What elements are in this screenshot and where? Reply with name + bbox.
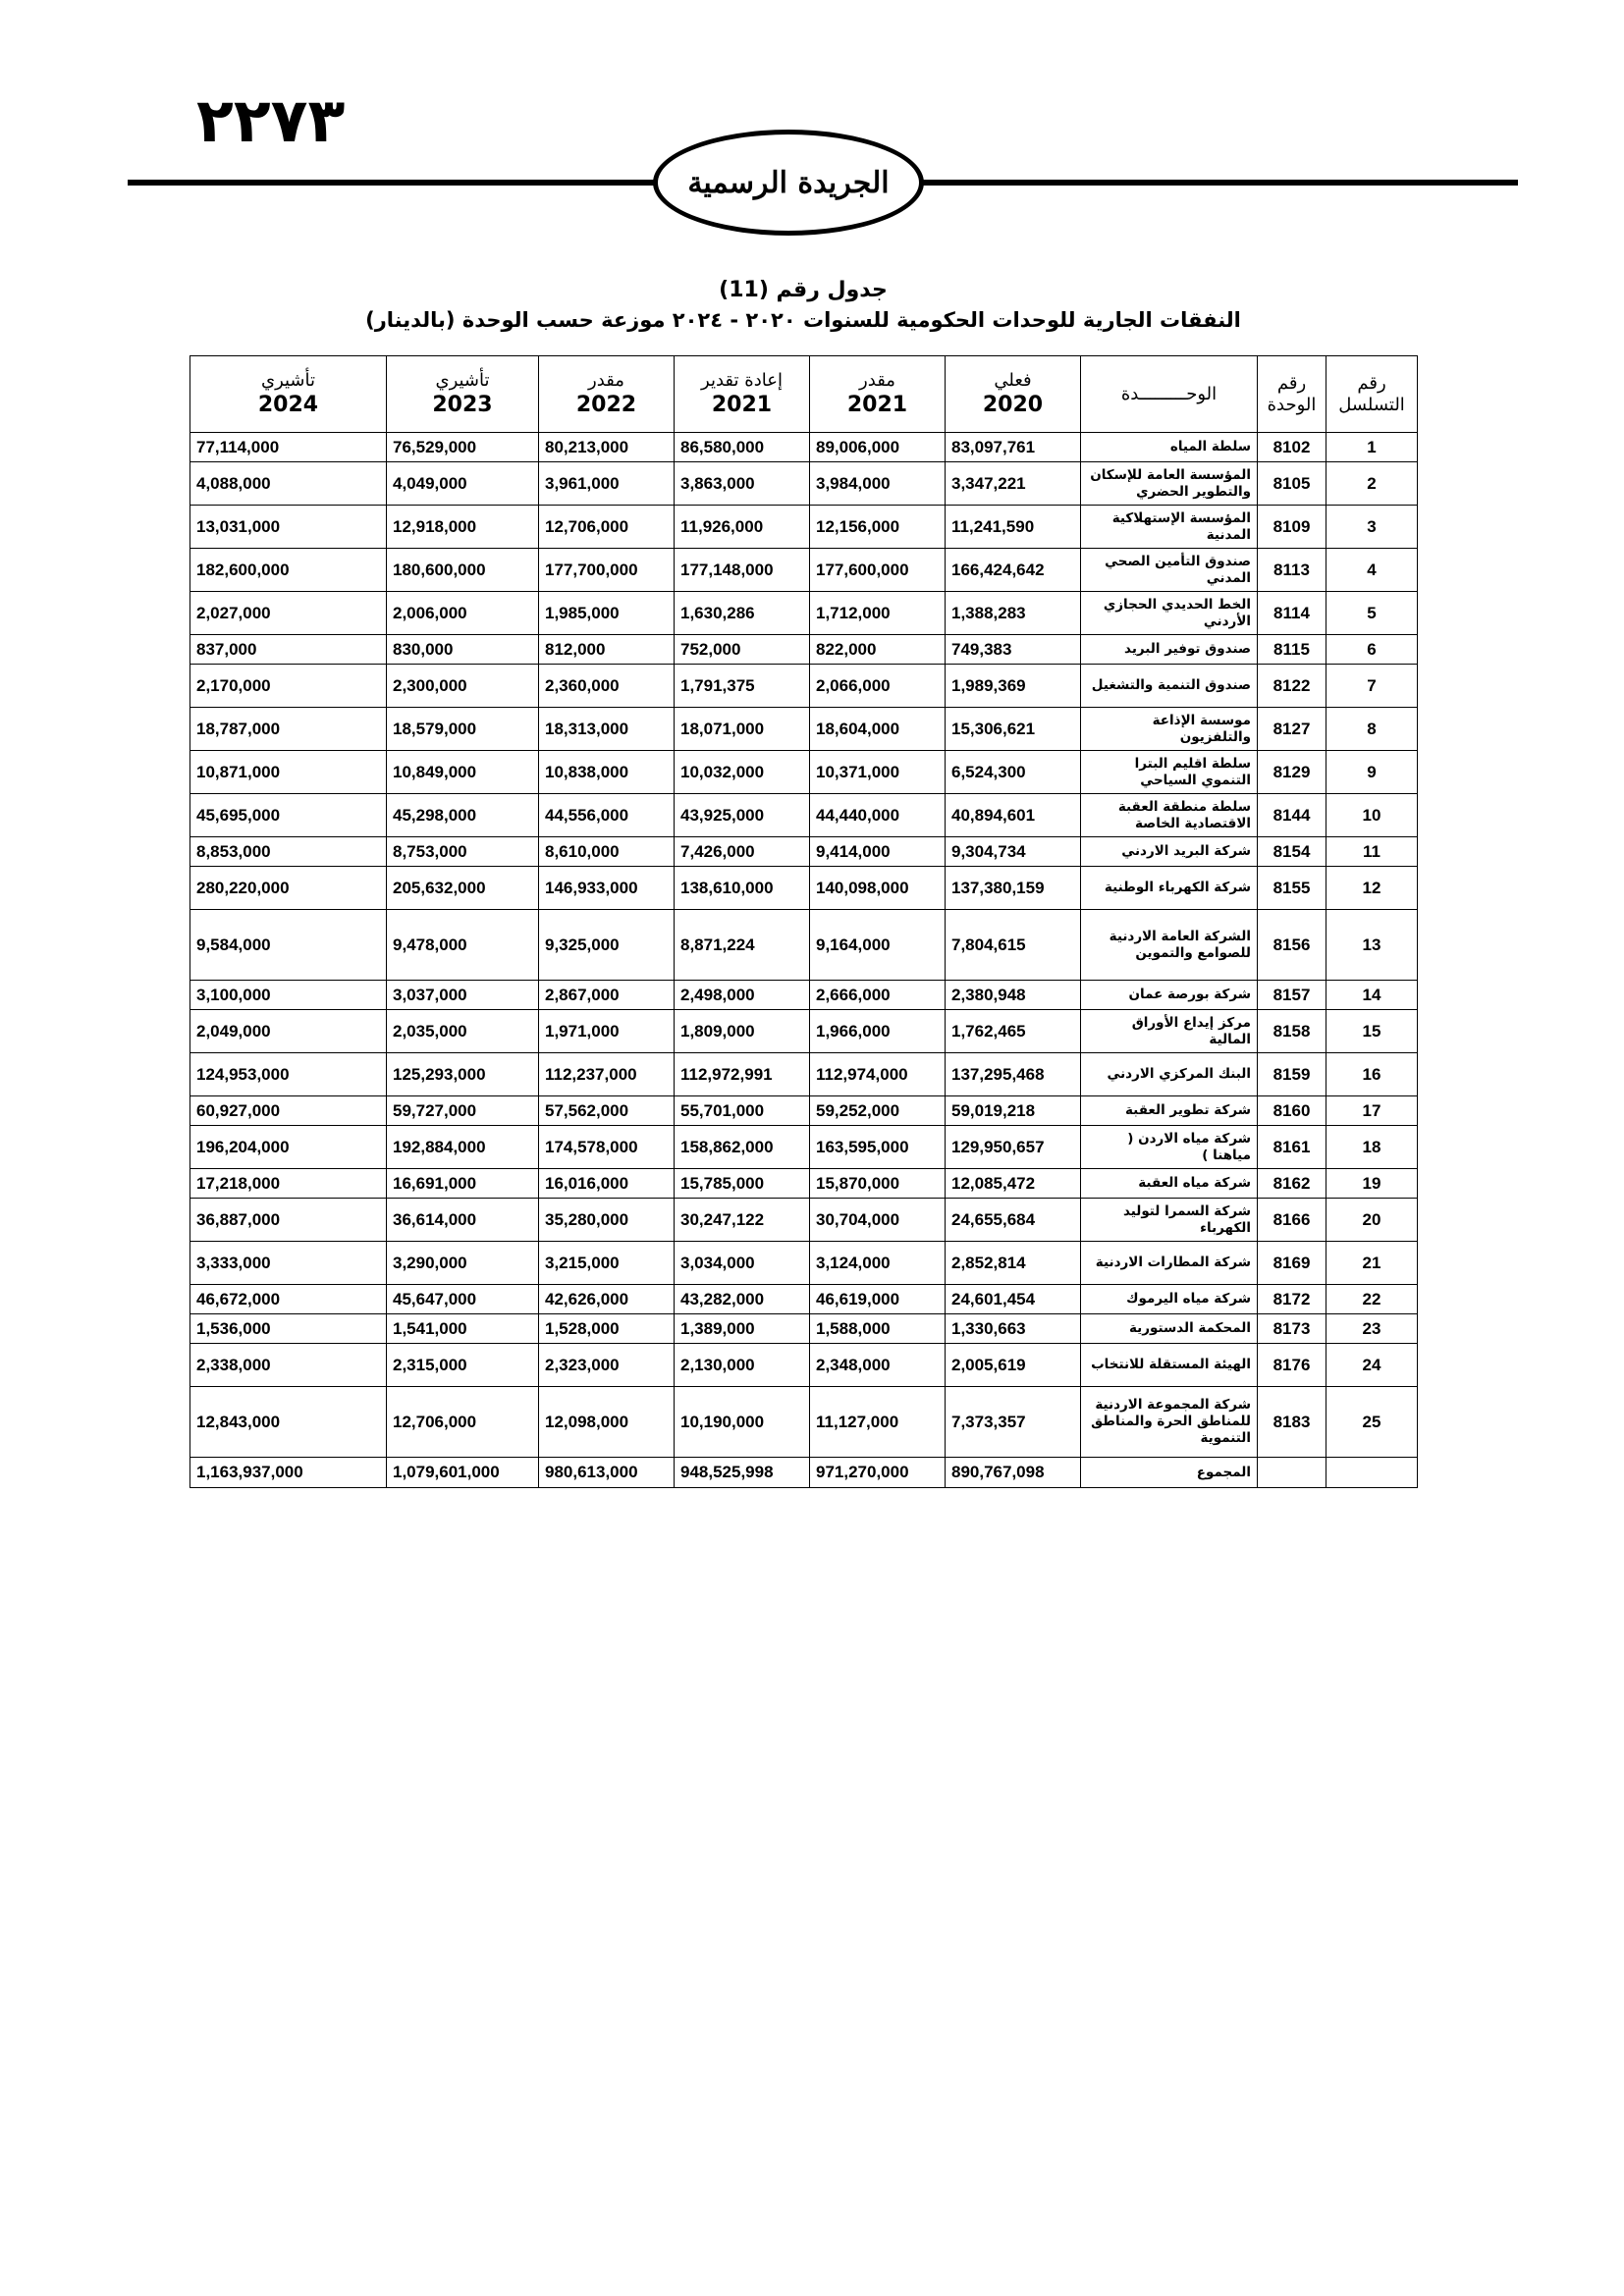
cell-estimated-2022: 2,867,000 [539, 981, 675, 1010]
cell-serial: 19 [1326, 1169, 1418, 1199]
cell-estimated-2022: 8,610,000 [539, 837, 675, 867]
cell-estimated-2022: 12,706,000 [539, 506, 675, 549]
cell-estimated-2021: 9,164,000 [810, 910, 946, 981]
cell-serial: 11 [1326, 837, 1418, 867]
cell-indicative-2024: 2,049,000 [190, 1010, 387, 1053]
total-label: المجموع [1081, 1458, 1258, 1488]
total-unit-no-cell [1258, 1458, 1326, 1488]
cell-unit-no: 8173 [1258, 1314, 1326, 1344]
cell-re-estimated-2021: 2,130,000 [675, 1344, 810, 1387]
cell-actual-2020: 749,383 [946, 635, 1081, 665]
cell-serial: 9 [1326, 751, 1418, 794]
gazette-name: الجريدة الرسمية [687, 165, 890, 200]
cell-unit-no: 8109 [1258, 506, 1326, 549]
total-serial-cell [1326, 1458, 1418, 1488]
cell-re-estimated-2021: 1,630,286 [675, 592, 810, 635]
cell-actual-2020: 2,852,814 [946, 1242, 1081, 1285]
cell-unit-name: صندوق توفير البريد [1081, 635, 1258, 665]
total-2020: 890,767,098 [946, 1458, 1081, 1488]
table-row [190, 837, 1418, 867]
cell-serial: 24 [1326, 1344, 1418, 1387]
cell-unit-name: البنك المركزي الاردني [1081, 1053, 1258, 1096]
cell-unit-no: 8157 [1258, 981, 1326, 1010]
table-row [190, 981, 1418, 1010]
cell-indicative-2023: 830,000 [387, 635, 539, 665]
cell-unit-name: شركة مياه الاردن ( مياهنا ) [1081, 1126, 1258, 1169]
cell-indicative-2023: 12,918,000 [387, 506, 539, 549]
cell-indicative-2023: 16,691,000 [387, 1169, 539, 1199]
cell-actual-2020: 2,380,948 [946, 981, 1081, 1010]
cell-estimated-2021: 3,984,000 [810, 462, 946, 506]
cell-estimated-2021: 11,127,000 [810, 1387, 946, 1458]
cell-actual-2020: 166,424,642 [946, 549, 1081, 592]
cell-actual-2020: 7,804,615 [946, 910, 1081, 981]
cell-indicative-2024: 9,584,000 [190, 910, 387, 981]
cell-indicative-2023: 18,579,000 [387, 708, 539, 751]
cell-serial: 16 [1326, 1053, 1418, 1096]
cell-re-estimated-2021: 177,148,000 [675, 549, 810, 592]
cell-unit-no: 8183 [1258, 1387, 1326, 1458]
cell-re-estimated-2021: 3,863,000 [675, 462, 810, 506]
cell-estimated-2021: 163,595,000 [810, 1126, 946, 1169]
page-number: ٢٢٧٣ [196, 84, 346, 156]
cell-serial: 1 [1326, 433, 1418, 462]
cell-unit-no: 8166 [1258, 1199, 1326, 1242]
cell-unit-name: مركز إيداع الأوراق المالية [1081, 1010, 1258, 1053]
cell-unit-no: 8176 [1258, 1344, 1326, 1387]
cell-actual-2020: 11,241,590 [946, 506, 1081, 549]
cell-estimated-2022: 18,313,000 [539, 708, 675, 751]
cell-re-estimated-2021: 1,389,000 [675, 1314, 810, 1344]
cell-indicative-2024: 13,031,000 [190, 506, 387, 549]
cell-estimated-2022: 35,280,000 [539, 1199, 675, 1242]
cell-indicative-2024: 124,953,000 [190, 1053, 387, 1096]
total-2022: 980,613,000 [539, 1458, 675, 1488]
total-2023: 1,079,601,000 [387, 1458, 539, 1488]
table-row [190, 1053, 1418, 1096]
cell-indicative-2023: 12,706,000 [387, 1387, 539, 1458]
cell-indicative-2024: 182,600,000 [190, 549, 387, 592]
table-row [190, 433, 1418, 462]
cell-re-estimated-2021: 18,071,000 [675, 708, 810, 751]
cell-actual-2020: 9,304,734 [946, 837, 1081, 867]
cell-re-estimated-2021: 7,426,000 [675, 837, 810, 867]
cell-unit-no: 8105 [1258, 462, 1326, 506]
cell-unit-no: 8144 [1258, 794, 1326, 837]
cell-indicative-2023: 4,049,000 [387, 462, 539, 506]
cell-estimated-2022: 1,985,000 [539, 592, 675, 635]
cell-re-estimated-2021: 86,580,000 [675, 433, 810, 462]
cell-estimated-2022: 42,626,000 [539, 1285, 675, 1314]
header-serial: رقم التسلسل [1326, 356, 1418, 433]
cell-indicative-2024: 196,204,000 [190, 1126, 387, 1169]
cell-unit-no: 8172 [1258, 1285, 1326, 1314]
header-indicative-2023: تأشيري 2023 [387, 356, 539, 433]
cell-unit-name: المؤسسة العامة للإسكان والتطوير الحضري [1081, 462, 1258, 506]
cell-estimated-2021: 112,974,000 [810, 1053, 946, 1096]
table-row [190, 751, 1418, 794]
cell-unit-no: 8154 [1258, 837, 1326, 867]
cell-serial: 22 [1326, 1285, 1418, 1314]
table-header-row [190, 356, 1418, 433]
cell-indicative-2023: 180,600,000 [387, 549, 539, 592]
table-row [190, 549, 1418, 592]
cell-unit-name: صندوق التنمية والتشغيل [1081, 665, 1258, 708]
cell-actual-2020: 1,388,283 [946, 592, 1081, 635]
cell-indicative-2024: 17,218,000 [190, 1169, 387, 1199]
cell-serial: 3 [1326, 506, 1418, 549]
cell-indicative-2024: 3,100,000 [190, 981, 387, 1010]
cell-indicative-2024: 2,338,000 [190, 1344, 387, 1387]
cell-estimated-2021: 59,252,000 [810, 1096, 946, 1126]
table-row [190, 1314, 1418, 1344]
cell-re-estimated-2021: 138,610,000 [675, 867, 810, 910]
cell-indicative-2023: 2,300,000 [387, 665, 539, 708]
cell-unit-no: 8156 [1258, 910, 1326, 981]
cell-actual-2020: 1,330,663 [946, 1314, 1081, 1344]
cell-re-estimated-2021: 10,190,000 [675, 1387, 810, 1458]
cell-estimated-2022: 112,237,000 [539, 1053, 675, 1096]
cell-unit-no: 8160 [1258, 1096, 1326, 1126]
cell-indicative-2024: 10,871,000 [190, 751, 387, 794]
cell-re-estimated-2021: 3,034,000 [675, 1242, 810, 1285]
cell-unit-name: شركة المجموعة الاردنية للمناطق الحرة والمناطق التنموية [1081, 1387, 1258, 1458]
header-unit-no: رقم الوحدة [1258, 356, 1326, 433]
cell-estimated-2022: 9,325,000 [539, 910, 675, 981]
cell-estimated-2022: 1,971,000 [539, 1010, 675, 1053]
table-row [190, 635, 1418, 665]
cell-estimated-2021: 3,124,000 [810, 1242, 946, 1285]
cell-actual-2020: 83,097,761 [946, 433, 1081, 462]
cell-indicative-2024: 280,220,000 [190, 867, 387, 910]
table-row [190, 506, 1418, 549]
cell-indicative-2024: 12,843,000 [190, 1387, 387, 1458]
cell-indicative-2024: 18,787,000 [190, 708, 387, 751]
cell-unit-name: موسسة الإذاعة والتلفزيون [1081, 708, 1258, 751]
cell-unit-no: 8162 [1258, 1169, 1326, 1199]
cell-serial: 17 [1326, 1096, 1418, 1126]
table-row [190, 665, 1418, 708]
cell-re-estimated-2021: 752,000 [675, 635, 810, 665]
cell-serial: 20 [1326, 1199, 1418, 1242]
cell-actual-2020: 24,601,454 [946, 1285, 1081, 1314]
cell-serial: 5 [1326, 592, 1418, 635]
cell-estimated-2021: 10,371,000 [810, 751, 946, 794]
cell-estimated-2022: 3,961,000 [539, 462, 675, 506]
cell-estimated-2022: 80,213,000 [539, 433, 675, 462]
cell-actual-2020: 12,085,472 [946, 1169, 1081, 1199]
cell-indicative-2024: 2,170,000 [190, 665, 387, 708]
table-row [190, 910, 1418, 981]
table-row [190, 1344, 1418, 1387]
cell-re-estimated-2021: 8,871,224 [675, 910, 810, 981]
cell-unit-name: الخط الحديدي الحجازي الأردني [1081, 592, 1258, 635]
cell-estimated-2021: 30,704,000 [810, 1199, 946, 1242]
cell-indicative-2023: 45,298,000 [387, 794, 539, 837]
cell-serial: 4 [1326, 549, 1418, 592]
cell-re-estimated-2021: 10,032,000 [675, 751, 810, 794]
cell-estimated-2021: 15,870,000 [810, 1169, 946, 1199]
cell-estimated-2021: 1,588,000 [810, 1314, 946, 1344]
cell-unit-name: المؤسسة الإستهلاكية المدنية [1081, 506, 1258, 549]
cell-estimated-2022: 812,000 [539, 635, 675, 665]
cell-estimated-2021: 18,604,000 [810, 708, 946, 751]
cell-estimated-2021: 89,006,000 [810, 433, 946, 462]
cell-unit-name: شركة مياه اليرموك [1081, 1285, 1258, 1314]
total-row [190, 1458, 1418, 1488]
cell-unit-no: 8155 [1258, 867, 1326, 910]
table-subtitle: النفقات الجارية للوحدات الحكومية للسنوات ٢٠٢٠ - ٢٠٢٤ موزعة حسب الوحدة (بالدينار) [365, 308, 1241, 332]
cell-estimated-2021: 2,666,000 [810, 981, 946, 1010]
cell-serial: 10 [1326, 794, 1418, 837]
cell-indicative-2023: 9,478,000 [387, 910, 539, 981]
cell-indicative-2024: 2,027,000 [190, 592, 387, 635]
cell-actual-2020: 6,524,300 [946, 751, 1081, 794]
table-body [190, 433, 1418, 1458]
table-row [190, 1387, 1418, 1458]
cell-unit-name: شركة مياه العقبة [1081, 1169, 1258, 1199]
cell-unit-name: المحكمة الدستورية [1081, 1314, 1258, 1344]
cell-indicative-2024: 46,672,000 [190, 1285, 387, 1314]
cell-serial: 23 [1326, 1314, 1418, 1344]
cell-serial: 2 [1326, 462, 1418, 506]
cell-estimated-2022: 2,323,000 [539, 1344, 675, 1387]
cell-indicative-2024: 36,887,000 [190, 1199, 387, 1242]
cell-indicative-2023: 3,290,000 [387, 1242, 539, 1285]
cell-indicative-2024: 45,695,000 [190, 794, 387, 837]
table-row [190, 592, 1418, 635]
cell-re-estimated-2021: 158,862,000 [675, 1126, 810, 1169]
cell-re-estimated-2021: 43,925,000 [675, 794, 810, 837]
cell-re-estimated-2021: 112,972,991 [675, 1053, 810, 1096]
table-row [190, 867, 1418, 910]
cell-indicative-2023: 3,037,000 [387, 981, 539, 1010]
cell-indicative-2024: 1,536,000 [190, 1314, 387, 1344]
cell-unit-name: الشركة العامة الاردنية للصوامع والتموين [1081, 910, 1258, 981]
cell-estimated-2022: 1,528,000 [539, 1314, 675, 1344]
cell-serial: 21 [1326, 1242, 1418, 1285]
table-row [190, 1242, 1418, 1285]
cell-unit-no: 8169 [1258, 1242, 1326, 1285]
cell-estimated-2021: 1,712,000 [810, 592, 946, 635]
header-indicative-2024: تأشيري 2024 [190, 356, 387, 433]
cell-indicative-2023: 2,006,000 [387, 592, 539, 635]
table-row [190, 1285, 1418, 1314]
cell-estimated-2022: 44,556,000 [539, 794, 675, 837]
cell-indicative-2023: 192,884,000 [387, 1126, 539, 1169]
cell-unit-no: 8129 [1258, 751, 1326, 794]
cell-estimated-2021: 12,156,000 [810, 506, 946, 549]
cell-estimated-2022: 12,098,000 [539, 1387, 675, 1458]
table-row [190, 794, 1418, 837]
cell-indicative-2024: 4,088,000 [190, 462, 387, 506]
cell-actual-2020: 59,019,218 [946, 1096, 1081, 1126]
cell-indicative-2023: 45,647,000 [387, 1285, 539, 1314]
cell-actual-2020: 137,295,468 [946, 1053, 1081, 1096]
cell-actual-2020: 7,373,357 [946, 1387, 1081, 1458]
cell-estimated-2021: 822,000 [810, 635, 946, 665]
cell-estimated-2021: 2,066,000 [810, 665, 946, 708]
cell-re-estimated-2021: 11,926,000 [675, 506, 810, 549]
table-row [190, 708, 1418, 751]
cell-unit-no: 8114 [1258, 592, 1326, 635]
cell-actual-2020: 137,380,159 [946, 867, 1081, 910]
cell-estimated-2022: 177,700,000 [539, 549, 675, 592]
header-estimated-2021: مقدر 2021 [810, 356, 946, 433]
cell-unit-name: سلطة منطقة العقبة الاقتصادية الخاصة [1081, 794, 1258, 837]
table-row [190, 1126, 1418, 1169]
cell-unit-name: الهيئة المستقلة للانتخاب [1081, 1344, 1258, 1387]
cell-indicative-2024: 3,333,000 [190, 1242, 387, 1285]
cell-unit-no: 8161 [1258, 1126, 1326, 1169]
cell-indicative-2023: 10,849,000 [387, 751, 539, 794]
cell-indicative-2023: 8,753,000 [387, 837, 539, 867]
cell-actual-2020: 129,950,657 [946, 1126, 1081, 1169]
cell-indicative-2024: 77,114,000 [190, 433, 387, 462]
cell-indicative-2023: 2,315,000 [387, 1344, 539, 1387]
cell-estimated-2021: 2,348,000 [810, 1344, 946, 1387]
cell-actual-2020: 15,306,621 [946, 708, 1081, 751]
cell-indicative-2023: 125,293,000 [387, 1053, 539, 1096]
cell-unit-no: 8159 [1258, 1053, 1326, 1096]
header-estimated-2022: مقدر 2022 [539, 356, 675, 433]
table-row [190, 1096, 1418, 1126]
cell-actual-2020: 3,347,221 [946, 462, 1081, 506]
cell-serial: 12 [1326, 867, 1418, 910]
cell-re-estimated-2021: 55,701,000 [675, 1096, 810, 1126]
total-2024: 1,163,937,000 [190, 1458, 387, 1488]
cell-indicative-2024: 837,000 [190, 635, 387, 665]
cell-indicative-2023: 2,035,000 [387, 1010, 539, 1053]
table-row [190, 1169, 1418, 1199]
cell-unit-no: 8158 [1258, 1010, 1326, 1053]
cell-unit-no: 8113 [1258, 549, 1326, 592]
cell-unit-name: شركة البريد الاردني [1081, 837, 1258, 867]
cell-re-estimated-2021: 43,282,000 [675, 1285, 810, 1314]
cell-unit-name: شركة تطوير العقبة [1081, 1096, 1258, 1126]
cell-estimated-2021: 9,414,000 [810, 837, 946, 867]
cell-indicative-2023: 205,632,000 [387, 867, 539, 910]
cell-actual-2020: 2,005,619 [946, 1344, 1081, 1387]
cell-unit-name: شركة السمرا لتوليد الكهرباء [1081, 1199, 1258, 1242]
expenditure-table [189, 355, 1418, 1488]
header-actual-2020: فعلي 2020 [946, 356, 1081, 433]
cell-unit-name: سلطة المياه [1081, 433, 1258, 462]
cell-unit-no: 8127 [1258, 708, 1326, 751]
gazette-masthead [653, 130, 924, 236]
table-title: جدول رقم (11) [719, 278, 888, 302]
cell-re-estimated-2021: 30,247,122 [675, 1199, 810, 1242]
cell-indicative-2023: 1,541,000 [387, 1314, 539, 1344]
cell-estimated-2021: 46,619,000 [810, 1285, 946, 1314]
cell-re-estimated-2021: 1,791,375 [675, 665, 810, 708]
cell-serial: 6 [1326, 635, 1418, 665]
cell-serial: 18 [1326, 1126, 1418, 1169]
cell-unit-no: 8102 [1258, 433, 1326, 462]
cell-serial: 15 [1326, 1010, 1418, 1053]
cell-serial: 7 [1326, 665, 1418, 708]
cell-estimated-2021: 1,966,000 [810, 1010, 946, 1053]
table-row [190, 1199, 1418, 1242]
cell-estimated-2021: 44,440,000 [810, 794, 946, 837]
cell-serial: 14 [1326, 981, 1418, 1010]
cell-re-estimated-2021: 15,785,000 [675, 1169, 810, 1199]
cell-indicative-2024: 8,853,000 [190, 837, 387, 867]
cell-unit-name: شركة بورصة عمان [1081, 981, 1258, 1010]
cell-unit-name: شركة المطارات الاردنية [1081, 1242, 1258, 1285]
cell-indicative-2024: 60,927,000 [190, 1096, 387, 1126]
table-row [190, 462, 1418, 506]
cell-unit-no: 8115 [1258, 635, 1326, 665]
cell-estimated-2021: 177,600,000 [810, 549, 946, 592]
cell-actual-2020: 24,655,684 [946, 1199, 1081, 1242]
cell-unit-name: سلطة اقليم البترا التنموي السياحي [1081, 751, 1258, 794]
cell-serial: 8 [1326, 708, 1418, 751]
cell-estimated-2022: 57,562,000 [539, 1096, 675, 1126]
header-unit: الوحـــــــــدة [1081, 356, 1258, 433]
cell-estimated-2022: 146,933,000 [539, 867, 675, 910]
total-2021-estimated: 971,270,000 [810, 1458, 946, 1488]
cell-unit-name: صندوق التأمين الصحي المدني [1081, 549, 1258, 592]
cell-estimated-2022: 3,215,000 [539, 1242, 675, 1285]
cell-estimated-2022: 10,838,000 [539, 751, 675, 794]
cell-actual-2020: 1,989,369 [946, 665, 1081, 708]
cell-estimated-2022: 174,578,000 [539, 1126, 675, 1169]
cell-serial: 25 [1326, 1387, 1418, 1458]
table-row [190, 1010, 1418, 1053]
cell-estimated-2021: 140,098,000 [810, 867, 946, 910]
cell-estimated-2022: 16,016,000 [539, 1169, 675, 1199]
cell-unit-no: 8122 [1258, 665, 1326, 708]
cell-re-estimated-2021: 1,809,000 [675, 1010, 810, 1053]
cell-indicative-2023: 36,614,000 [387, 1199, 539, 1242]
header-re-estimated-2021: إعادة تقدير 2021 [675, 356, 810, 433]
cell-indicative-2023: 76,529,000 [387, 433, 539, 462]
cell-estimated-2022: 2,360,000 [539, 665, 675, 708]
cell-unit-name: شركة الكهرباء الوطنية [1081, 867, 1258, 910]
cell-actual-2020: 1,762,465 [946, 1010, 1081, 1053]
cell-re-estimated-2021: 2,498,000 [675, 981, 810, 1010]
cell-indicative-2023: 59,727,000 [387, 1096, 539, 1126]
cell-serial: 13 [1326, 910, 1418, 981]
cell-actual-2020: 40,894,601 [946, 794, 1081, 837]
total-2021-re-estimated: 948,525,998 [675, 1458, 810, 1488]
